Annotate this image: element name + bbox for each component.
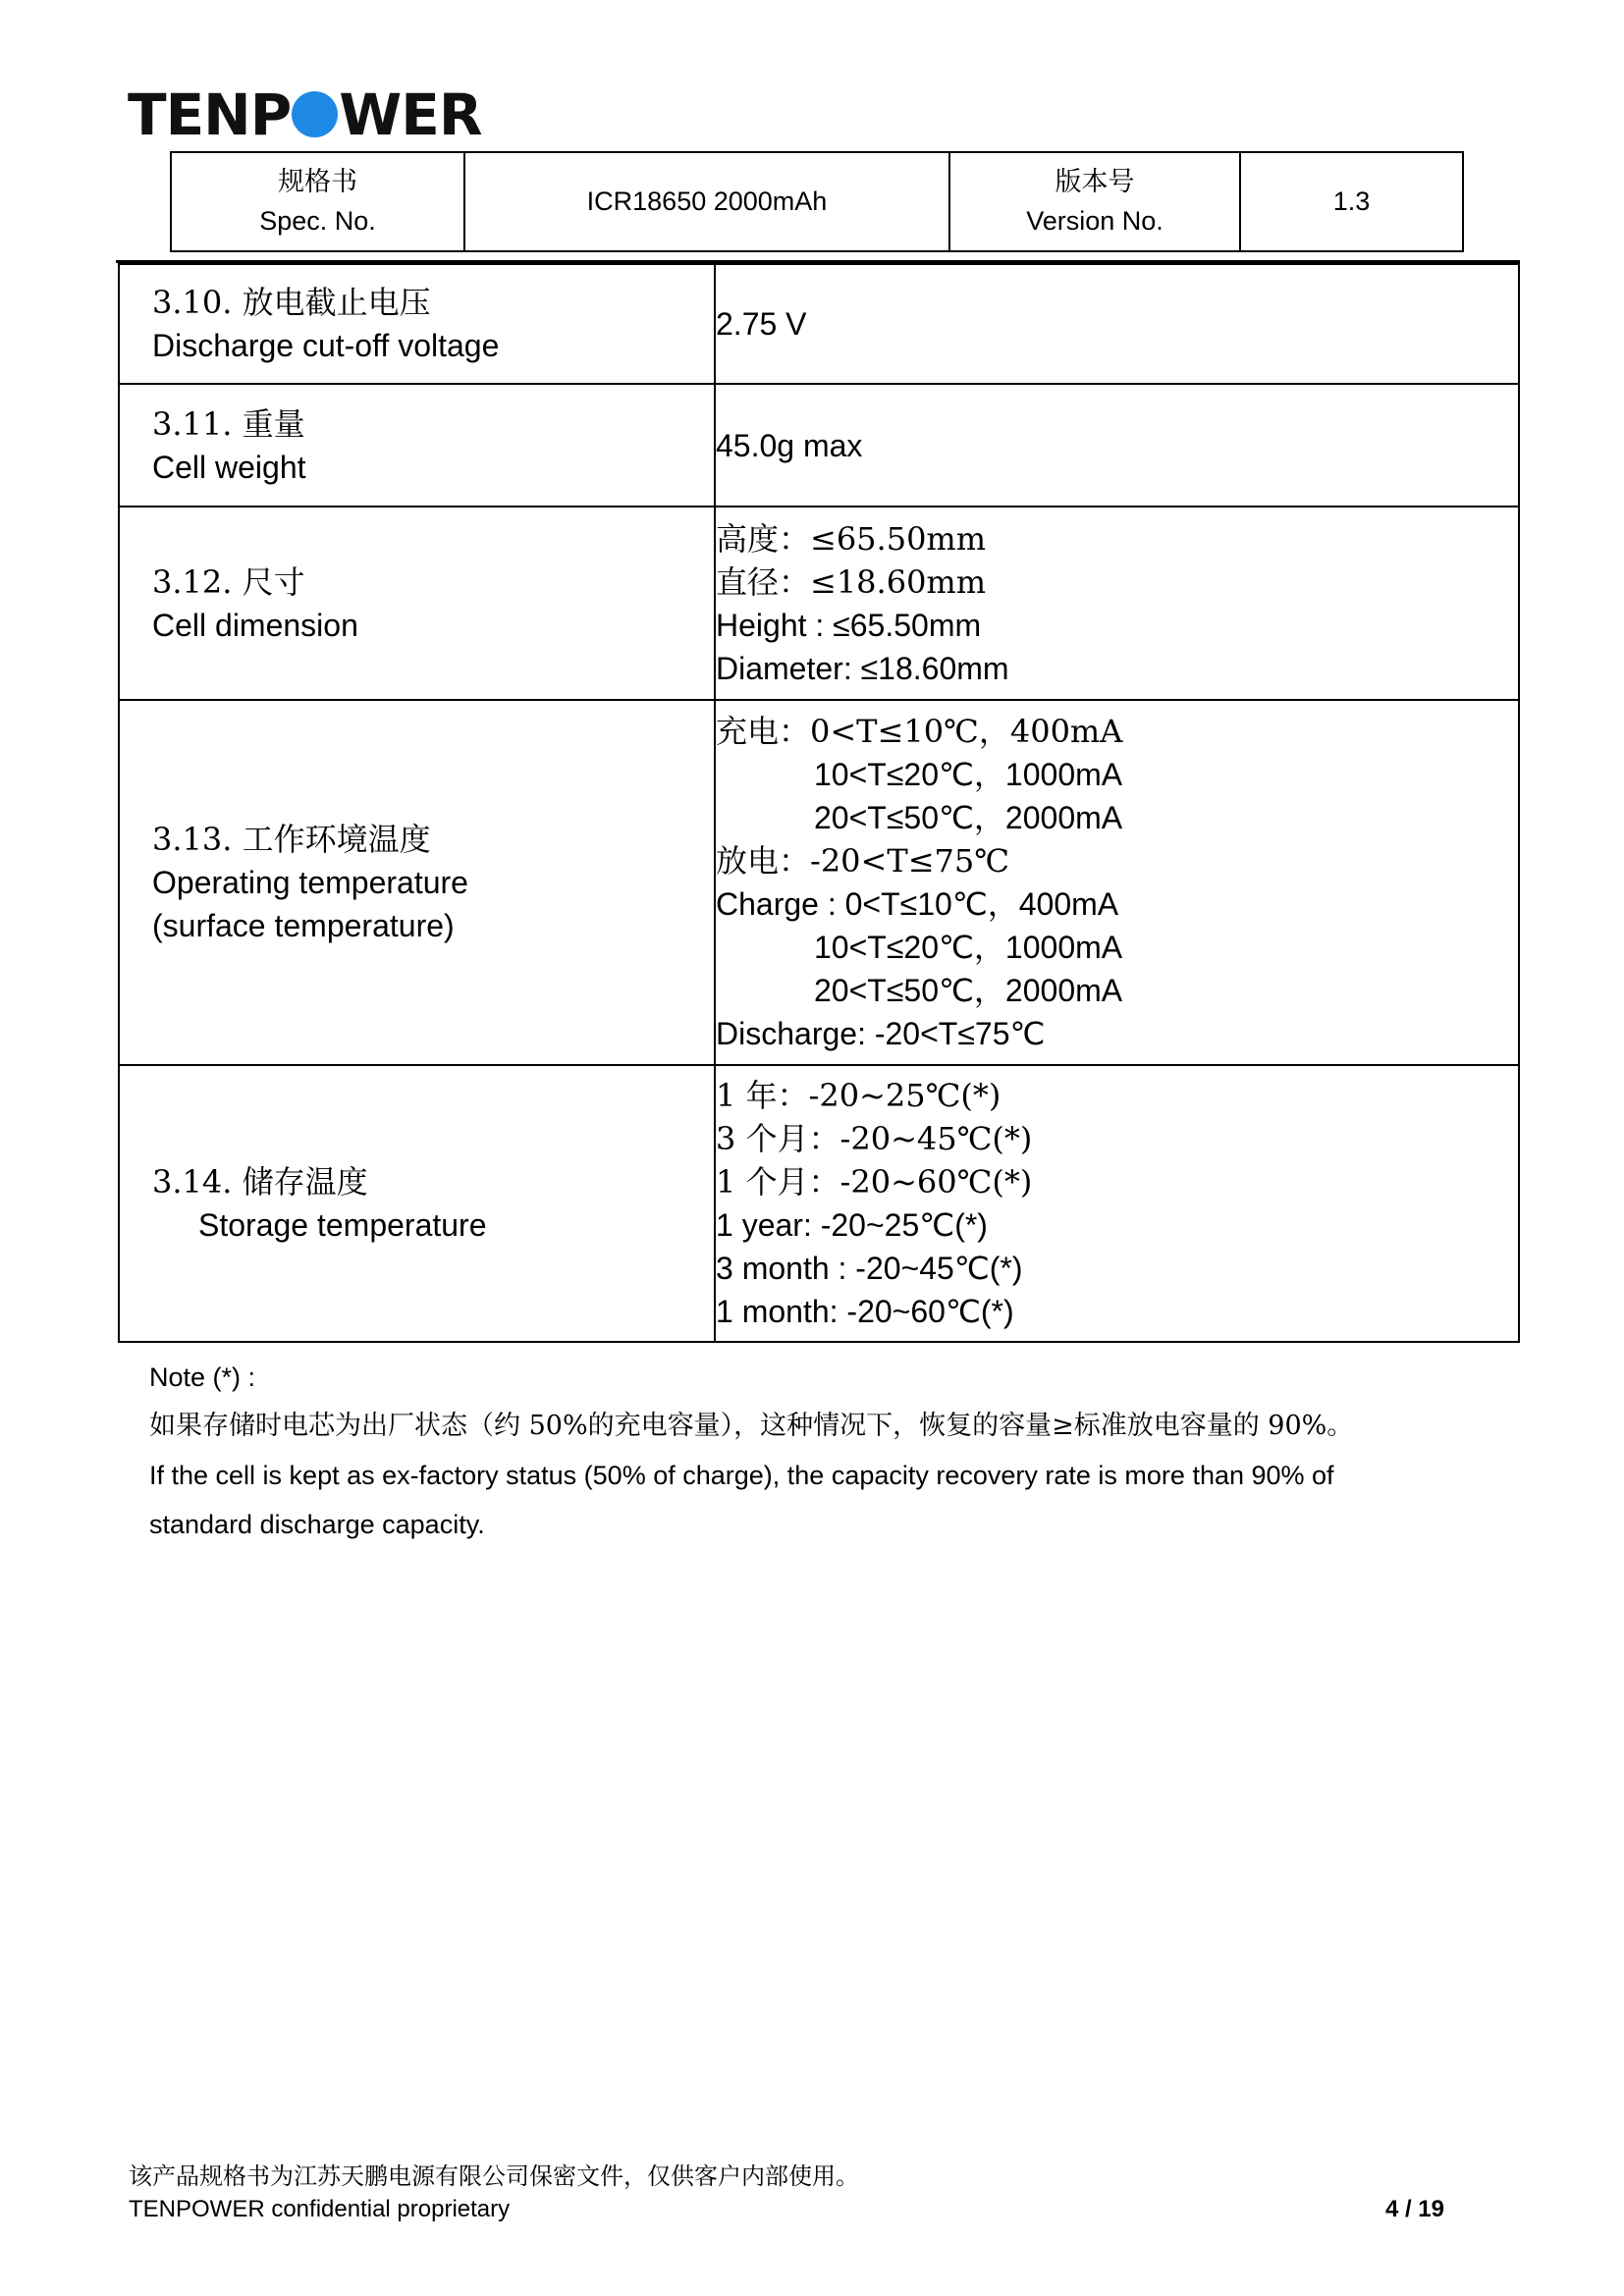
value-line: 20<T≤50℃，2000mA <box>814 800 1123 835</box>
row-label-en: Discharge cut-off voltage <box>152 328 500 363</box>
row-label-cn: 3.14. 储存温度 <box>152 1163 368 1201</box>
value-line: 直径：≤18.60mm <box>716 562 987 601</box>
row-label <box>119 264 715 384</box>
value-line: 45.0g max <box>716 427 863 463</box>
spec-row-discharge-cutoff <box>119 264 1519 384</box>
spec-value: ICR18650 2000mAh <box>464 152 949 251</box>
version-value: 1.3 <box>1240 152 1463 251</box>
note-cn: 如果存储时电芯为出厂状态（约 50%的充电容量），这种情况下，恢复的容量≥标准放电容量的 90%。 <box>149 1411 1354 1441</box>
row-label-en: Cell weight <box>152 449 306 485</box>
logo-o-icon <box>292 91 338 137</box>
value-line: 10<T≤20℃，1000mA <box>814 930 1123 965</box>
row-label <box>119 384 715 507</box>
spec-label-en: Spec. No. <box>259 205 376 236</box>
value-line: 1 个月：-20~60℃(*) <box>716 1163 1033 1201</box>
row-label <box>119 700 715 1065</box>
value-line: 1 年：-20~25℃(*) <box>716 1077 1001 1114</box>
version-label-cell <box>949 152 1240 251</box>
row-label-en: (surface temperature) <box>152 908 455 943</box>
value-line: 2.75 V <box>716 306 807 342</box>
value-line: 放电：-20<T≤75℃ <box>716 842 1010 880</box>
value-line: Charge : 0<T≤10℃，400mA <box>716 886 1119 922</box>
value-line: 3 month : -20~45℃(*) <box>716 1251 1023 1286</box>
row-value <box>715 384 1519 507</box>
row-label-en: Storage temperature <box>198 1207 487 1243</box>
value-line: 3 个月：-20~45℃(*) <box>716 1120 1033 1157</box>
page-number: 4 / 19 <box>1384 2196 1444 2222</box>
value-line: 1 month: -20~60℃(*) <box>716 1294 1014 1329</box>
row-value <box>715 507 1519 700</box>
note-section <box>149 1353 1524 1549</box>
spec-row-storage-temp <box>119 1065 1519 1342</box>
spec-row-operating-temp <box>119 700 1519 1065</box>
row-label-cn: 3.12. 尺寸 <box>152 562 305 601</box>
footer-cn: 该产品规格书为江苏天鹏电源有限公司保密文件，仅供客户内部使用。 <box>129 2163 859 2190</box>
value-line: 高度：≤65.50mm <box>716 519 987 558</box>
value-line: Height : ≤65.50mm <box>716 607 982 643</box>
spec-label-cn: 规格书 <box>278 167 357 198</box>
footer-en: TENPOWER confidential proprietary <box>129 2196 511 2222</box>
row-label-en: Cell dimension <box>152 607 358 643</box>
note-title: Note (*) : <box>149 1362 256 1392</box>
value-line: 充电：0<T≤10℃，400mA <box>716 713 1123 750</box>
value-line: Discharge: -20<T≤75℃ <box>716 1016 1046 1051</box>
spec-label-cell <box>171 152 464 251</box>
spec-row-weight <box>119 384 1519 507</box>
row-label <box>119 1065 715 1342</box>
row-label-cn: 3.11. 重量 <box>152 404 305 443</box>
value-line: Diameter: ≤18.60mm <box>716 650 1009 686</box>
spec-table <box>118 263 1520 1343</box>
value-line: 10<T≤20℃，1000mA <box>814 757 1123 792</box>
logo-text-end: WER <box>339 81 482 148</box>
footer <box>129 2160 1444 2226</box>
logo-text-start: TENP <box>128 81 292 148</box>
tenpower-logo <box>128 81 482 148</box>
row-label-cn: 3.10. 放电截止电压 <box>152 284 431 321</box>
note-en-line2: standard discharge capacity. <box>149 1510 485 1539</box>
row-label <box>119 507 715 700</box>
value-line: 20<T≤50℃，2000mA <box>814 973 1123 1008</box>
header-table <box>170 151 1464 252</box>
version-label-en: Version No. <box>1026 205 1164 236</box>
row-value <box>715 700 1519 1065</box>
row-value <box>715 1065 1519 1342</box>
version-label-cn: 版本号 <box>1055 167 1135 198</box>
row-label-cn: 3.13. 工作环境温度 <box>152 821 431 858</box>
value-line: 1 year: -20~25℃(*) <box>716 1207 988 1243</box>
spec-row-dimension <box>119 507 1519 700</box>
row-value <box>715 264 1519 384</box>
note-en-line1: If the cell is kept as ex-factory status (50% of charge), the capacity recovery rate is more than 90% of <box>149 1461 1334 1490</box>
row-label-en: Operating temperature <box>152 865 468 900</box>
